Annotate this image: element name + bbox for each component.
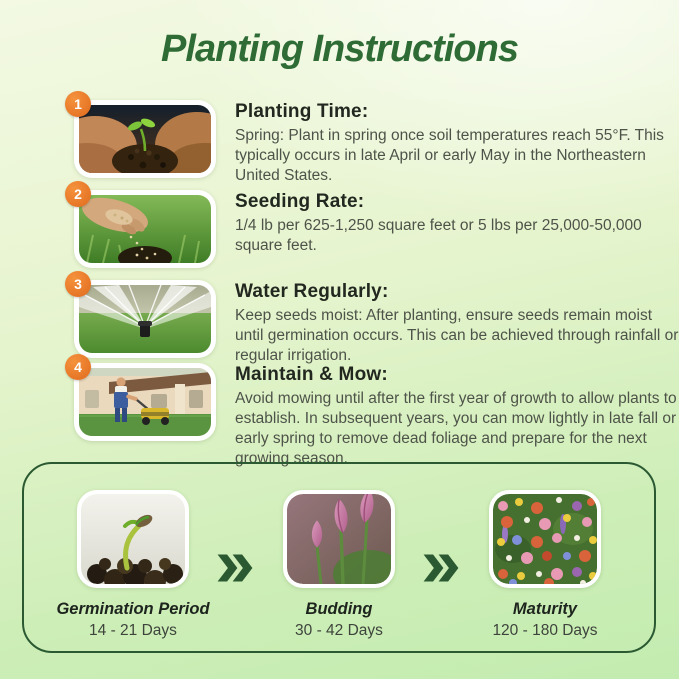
stage-label: Maturity (512, 600, 578, 618)
step-heading: Water Regularly: (235, 281, 389, 302)
stage-germination (50, 490, 216, 640)
step-photo-frame (74, 359, 216, 441)
step-heading: Maintain & Mow: (235, 364, 388, 385)
step-text-block (235, 101, 679, 186)
step-body: Spring: Plant in spring once soil temperatures reach 55°F. This typically occurs in late April or early May in the Northeastern United States. (235, 127, 664, 184)
step-text-block (235, 281, 679, 366)
stage-photo-frame (283, 490, 395, 588)
step-heading: Planting Time: (235, 101, 369, 122)
wildflower-meadow-image (493, 494, 597, 584)
step-body: Keep seeds moist: After planting, ensure seeds remain moist until germination occurs. This can be achieved through rainfall or regular irrigation. (235, 307, 679, 364)
chevron-right-icon (422, 552, 462, 584)
page-title: Planting Instructions (161, 28, 518, 70)
stage-label: Budding (305, 600, 373, 618)
step-number-badge: 4 (65, 354, 91, 380)
step-number-badge: 2 (65, 181, 91, 207)
step-seeding-rate (74, 186, 669, 268)
chevron-right-icon (216, 552, 256, 584)
step-planting-time (74, 96, 669, 184)
stage-duration: 14 - 21 Days (89, 622, 177, 639)
person-mowing-lawn-image (79, 368, 211, 436)
step-photo-frame (74, 96, 216, 178)
step-body: 1/4 lb per 625-1,250 square feet or 5 lbs per 25,000-50,000 square feet. (235, 217, 642, 254)
step-text-block (235, 364, 679, 469)
step-photo-frame (74, 276, 216, 358)
stage-duration: 120 - 180 Days (492, 622, 598, 639)
hand-sowing-seeds-over-grass-image (79, 195, 211, 263)
stage-photo-frame (77, 490, 189, 588)
pink-flower-buds-image (287, 494, 391, 584)
hands-cupping-soil-with-sprout-image (79, 105, 211, 173)
seedling-sprouting-from-soil-image (81, 494, 185, 584)
stage-duration: 30 - 42 Days (295, 622, 383, 639)
stage-photo-frame (489, 490, 601, 588)
step-number-badge: 3 (65, 271, 91, 297)
step-number-badge: 1 (65, 91, 91, 117)
step-body: Avoid mowing until after the first year of growth to allow plants to establish. In subsequent years, you can mow lightly in late fall or early spring to remove dead foliage and prepare for the next growing season. (235, 390, 677, 467)
stage-label: Germination Period (56, 600, 210, 618)
stage-maturity (462, 490, 628, 640)
growth-timeline-box (22, 462, 656, 653)
step-photo-frame (74, 186, 216, 268)
stage-budding (256, 490, 422, 640)
step-maintain-mow (74, 359, 677, 467)
step-heading: Seeding Rate: (235, 191, 365, 212)
step-water-regularly (74, 276, 679, 364)
step-text-block (235, 191, 679, 256)
sprinkler-watering-lawn-image (79, 285, 211, 353)
